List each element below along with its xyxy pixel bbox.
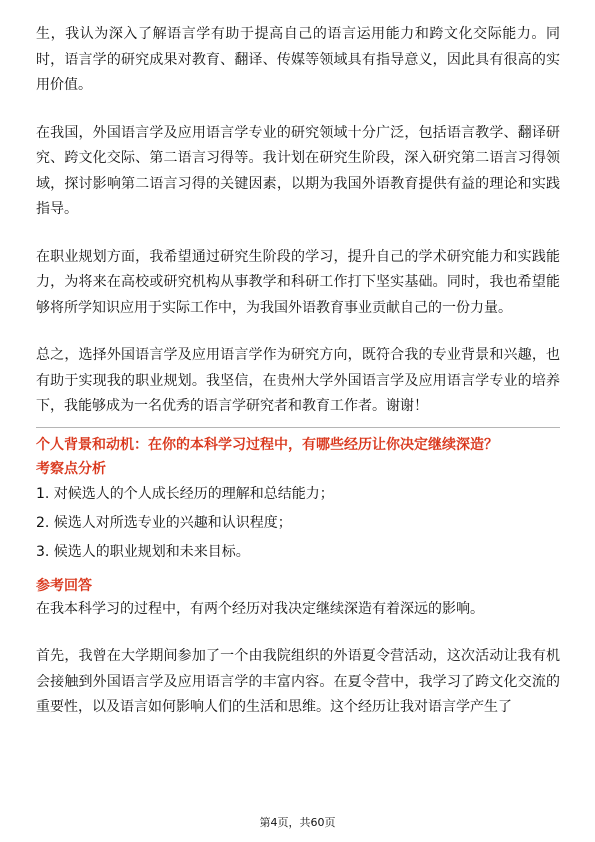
paragraph-spacer [36, 99, 560, 121]
paragraph-spacer [36, 321, 560, 343]
section-divider [36, 427, 560, 428]
analysis-heading: 考察点分析 [36, 460, 106, 477]
page-content [36, 22, 560, 721]
analysis-item: 2. 候选人对所选专业的兴趣和认识程度； [36, 514, 292, 531]
body-paragraph: 总之，选择外国语言学及应用语言学作为研究方向，既符合我的专业背景和兴趣，也有助于实现我的职业规划。我坚信，在贵州大学外国语言学及应用语言学专业的培养下，我能够成为一名优秀的语言学研究者和教育工作者。谢谢！ [36, 347, 560, 414]
paragraph-spacer [36, 622, 560, 644]
analysis-list [36, 480, 560, 567]
body-paragraph: 在职业规划方面，我希望通过研究生阶段的学习，提升自己的学术研究能力和实践能力，为将来在高校或研究机构从事教学和科研工作打下坚实基础。同时，我也希望能够将所学知识应用于实际工作中，为我国外语教育事业贡献自己的一份力量。 [36, 248, 560, 316]
body-paragraph: 生，我认为深入了解语言学有助于提高自己的语言运用能力和跨文化交际能力。同时，语言学的研究成果对教育、翻译、传媒等领域具有指导意义，因此具有很高的实用价值。 [36, 26, 560, 93]
body-paragraph: 在我国，外国语言学及应用语言学专业的研究领域十分广泛，包括语言教学、翻译研究、跨文化交际、第二语言习得等。我计划在研究生阶段，深入研究第二语言习得领域，探讨影响第二语言习得的关键因素，以期为我国外语教育提供有益的理论和实践指导。 [36, 124, 560, 217]
question-heading: 个人背景和动机：在你的本科学习过程中，有哪些经历让你决定继续深造？ [36, 436, 498, 453]
answer-paragraph: 在我本科学习的过程中，有两个经历对我决定继续深造有着深远的影响。 [36, 600, 484, 617]
answer-heading: 参考回答 [36, 577, 92, 594]
answer-paragraph: 首先，我曾在大学期间参加了一个由我院组织的外语夏令营活动，这次活动让我有机会接触到外国语言学及应用语言学的丰富内容。在夏令营中，我学习了跨文化交流的重要性，以及语言如何影响人们的生活和思维。这个经历让我对语言学产生了 [36, 648, 560, 715]
analysis-item: 3. 候选人的职业规划和未来目标。 [36, 543, 250, 560]
page-number-footer: 第4页，共60页 [259, 816, 336, 829]
analysis-item: 1. 对候选人的个人成长经历的理解和总结能力； [36, 485, 334, 502]
paragraph-spacer [36, 223, 560, 245]
